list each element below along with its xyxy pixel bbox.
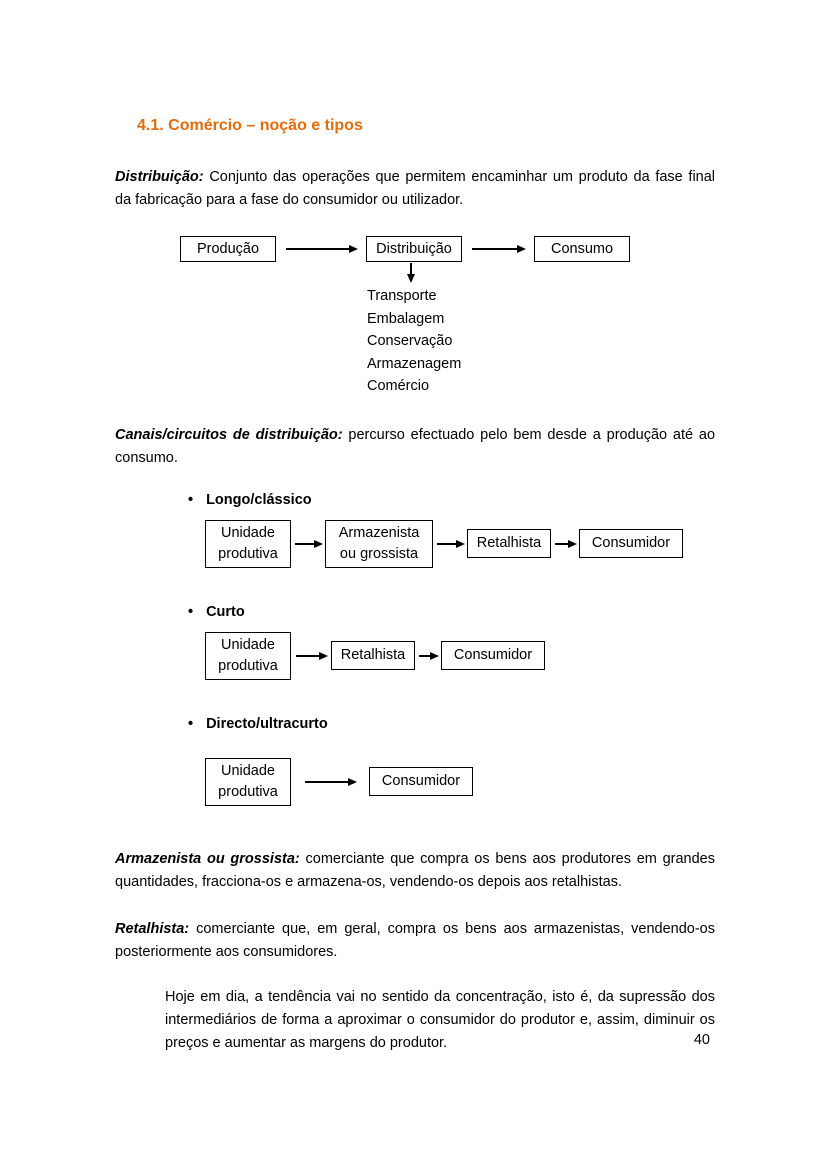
channel-directo [115,714,715,806]
channel-longo [115,490,715,568]
channel-diagram-row [205,632,715,680]
arrow-right-icon [555,543,575,545]
box-unidade-produtiva: Unidade produtiva [205,632,291,680]
arrow-down-icon [410,263,412,275]
bullet-icon: • [188,491,194,508]
box-unidade-produtiva: Unidade produtiva [205,758,291,806]
definition-distribuicao [115,166,715,212]
arrow-right-icon [437,543,463,545]
box-retalhista: Retalhista [467,529,551,558]
arrow-right-icon [305,781,355,783]
definition-armazenista-text: comerciante que compra os bens aos produtores em grandes quantidades, fracciona-os e armazena-os, vendendo-os depois aos retalhistas. [115,850,715,890]
section-heading: 4.1. Comércio – noção e tipos [137,117,363,134]
box-consumo: Consumo [534,236,630,262]
definition-retalhista-text: comerciante que, em geral, compra os bens aos armazenistas, vendendo-os posteriormente aos consumidores. [115,920,715,960]
arrow-right-icon [419,655,437,657]
distribution-activities-list [367,285,715,398]
definition-armazenista [115,848,715,894]
box-distribuicao: Distribuição [366,236,462,262]
activity-item: Transporte [367,288,437,304]
note-paragraph: Hoje em dia, a tendência vai no sentido da concentração, isto é, da supressão dos intermediários de forma a aproximar o consumidor do produtor e, assim, diminuir os preços e aumentar as margens do produtor. [165,988,715,1051]
page-number: 40 [693,1032,710,1048]
arrow-right-icon [295,543,321,545]
definition-distribuicao-text: Conjunto das operações que permitem encaminhar um produto da fase final da fabricação para a fase do consumidor ou utilizador. [115,169,716,208]
distribution-flow-diagram [115,236,715,398]
box-retalhista: Retalhista [331,641,415,670]
channel-label: Directo/ultracurto [206,715,328,732]
box-consumidor: Consumidor [369,767,473,796]
activity-item: Armazenagem [367,355,462,372]
channel-curto [115,602,715,680]
term-distribuicao: Distribuição: [115,169,204,185]
definition-canais [115,424,715,470]
bullet-line [188,490,715,510]
bullet-icon: • [188,603,194,620]
box-consumidor: Consumidor [579,529,683,558]
term-retalhista: Retalhista: [115,920,190,937]
arrow-right-icon [286,248,356,250]
box-armazenista: Armazenista ou grossista [325,520,433,568]
channel-diagram-row [205,520,715,568]
definition-retalhista [115,918,715,964]
channel-label: Curto [206,603,245,620]
activity-item: Embalagem [367,310,445,327]
channel-diagram-row [205,758,715,806]
activity-item: Conservação [367,333,453,349]
bullet-icon: • [188,715,194,732]
channel-label: Longo/clássico [206,491,312,508]
arrow-right-icon [296,655,326,657]
bullet-line [188,602,715,622]
flow-diagram-row [180,236,715,262]
definition-canais-text: percurso efectuado pelo bem desde a produção até ao consumo. [115,426,716,466]
box-unidade-produtiva: Unidade produtiva [205,520,291,568]
term-armazenista: Armazenista ou grossista: [115,850,300,867]
arrow-right-icon [472,248,524,250]
box-consumidor: Consumidor [441,641,545,670]
box-producao: Produção [180,236,276,262]
activity-item: Comércio [367,378,430,394]
bullet-line [188,714,715,734]
term-canais: Canais/circuitos de distribuição: [115,426,343,443]
